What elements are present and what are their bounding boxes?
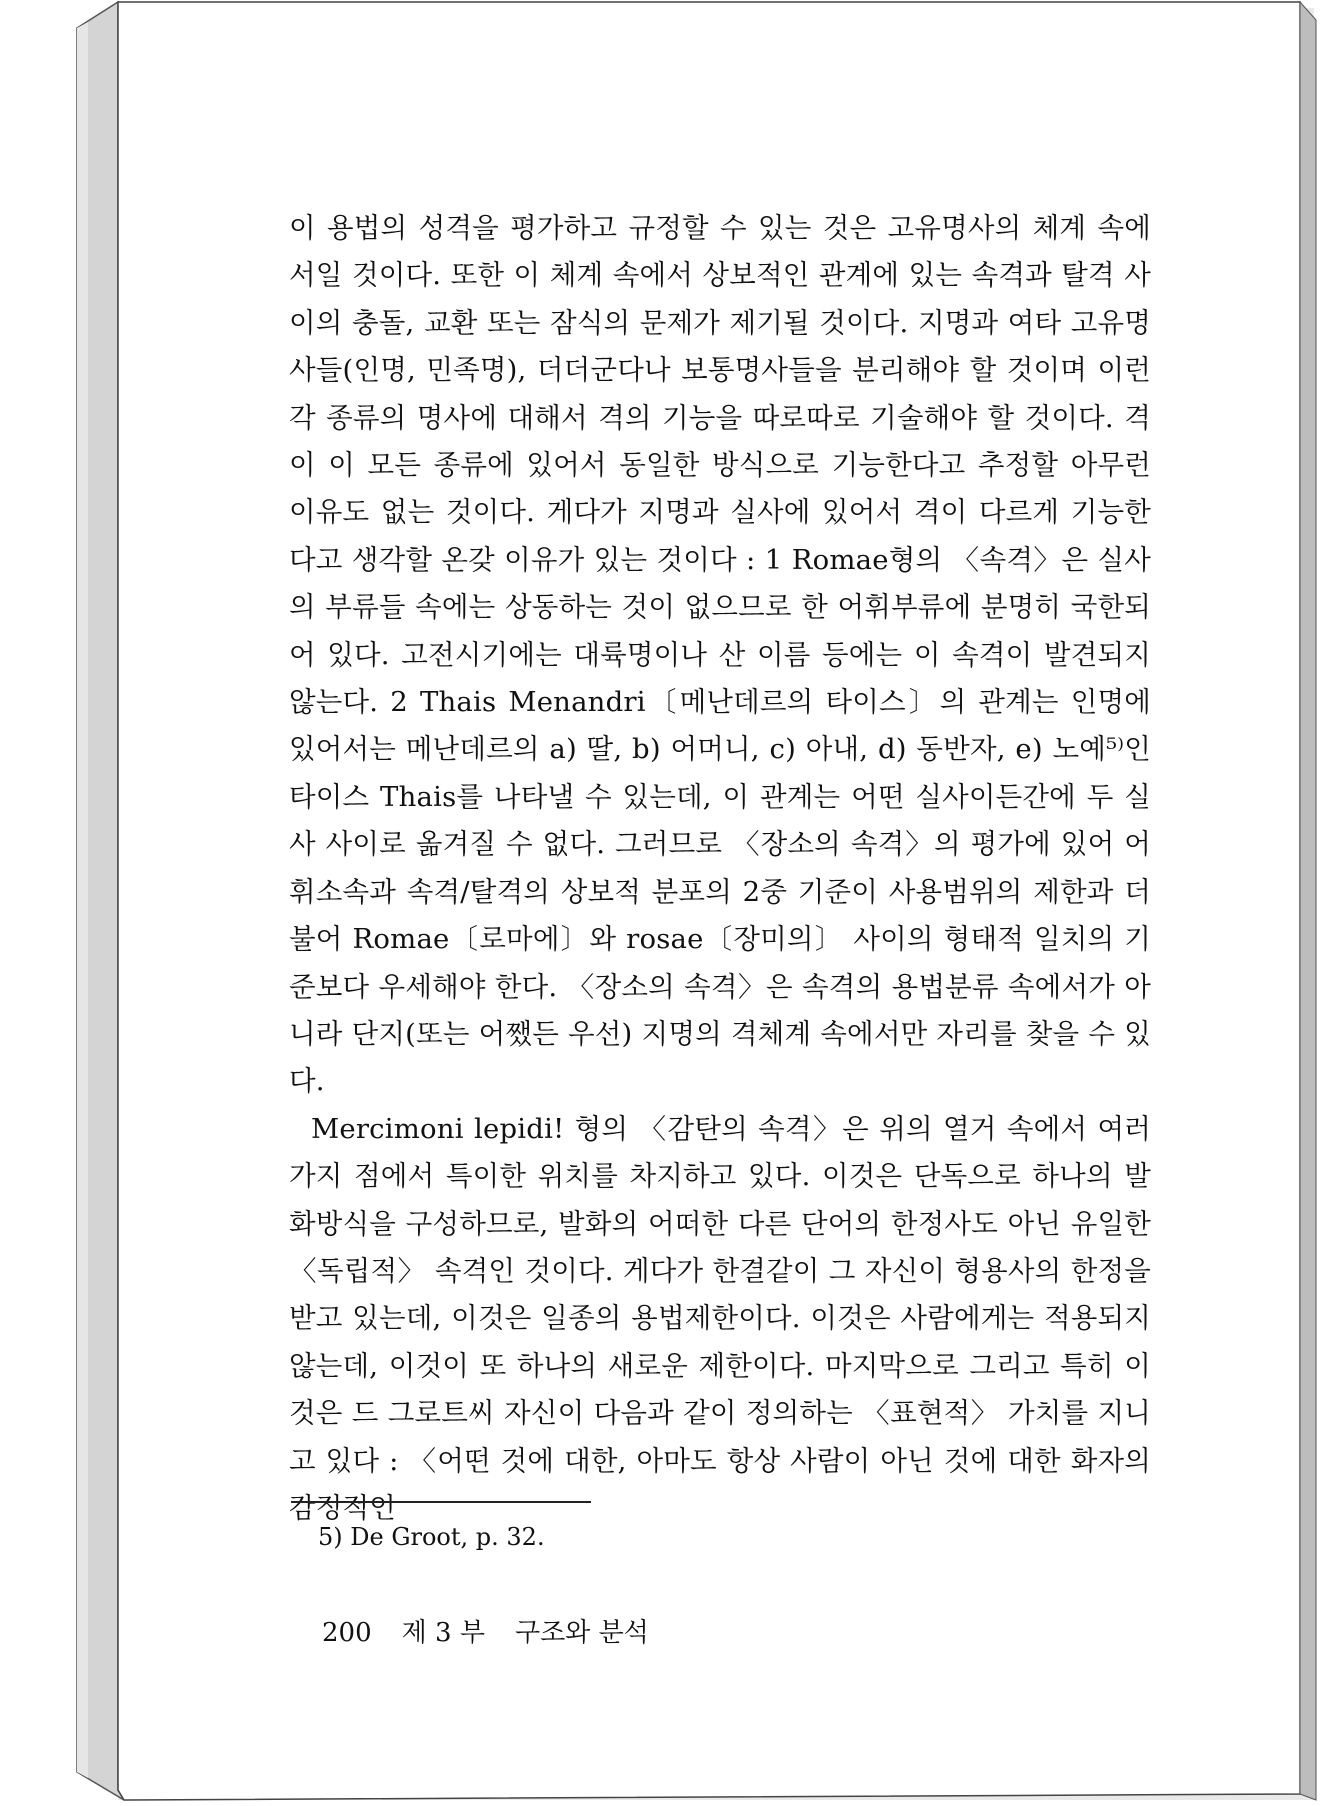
paragraph: Mercimoni lepidi! 형의 〈감탄의 속격〉은 위의 열거 속에서 여러 가지 점에서 특이한 위치를 차지하고 있다. 이것은 단독으로 하나의 발화방식을 구성하므로, 발화의 어떠한 다른 단어의 한정사도 아닌 유일한 〈독립적〉 속격인 것이다. 게다가 한결같이 그 자신이 형용사의 한정을 받고 있는데, 이것은 일종의 용법제한이다. 이것은 사람에게는 적용되지 않는데, 이것이 또 하나의 새로운 제한이다. 마지막으로 그리고 특히 이것은 드 그로트씨 자신이 다음과 같이 정의하는 〈표현적〉 가치를 지니고 있다 : 〈어떤 것에 대한, 아마도 항상 사람이 아닌 것에 대한 화자의 감정적인: [289, 1112, 1151, 1524]
body-text: [289, 205, 1151, 1532]
page-number: 200: [322, 1618, 372, 1648]
part-label: 제 3 부: [401, 1618, 485, 1648]
paragraph: 이 용법의 성격을 평가하고 규정할 수 있는 것은 고유명사의 체계 속에서일 것이다. 또한 이 체계 속에서 상보적인 관계에 있는 속격과 탈격 사이의 충돌, 교환 또는 잠식의 문제가 제기될 것이다. 지명과 여타 고유명사들(인명, 민족명), 더더군다나 보통명사들을 분리해야 할 것이며 이런 각 종류의 명사에 대해서 격의 기능을 따로따로 기술해야 할 것이다. 격이 이 모든 종류에 있어서 동일한 방식으로 기능한다고 추정할 아무런 이유도 없는 것이다. 게다가 지명과 실사에 있어서 격이 다르게 기능한다고 생각할 온갖 이유가 있는 것이다 : 1 Romae형의 〈속격〉은 실사의 부류들 속에는 상동하는 것이 없으므로 한 어휘부류에 분명히 국한되어 있다. 고전시기에는 대륙명이나 산 이름 등에는 이 속격이 발견되지 않는다. 2 Thais Menandri〔메난데르의 타이스〕의 관계는 인명에 있어서는 메난데르의 a) 딸, b) 어머니, c) 아내, d) 동반자, e) 노예⁵⁾인 타이스 Thais를 나타낼 수 있는데, 이 관계는 어떤 실사이든간에 두 실사 사이로 옮겨질 수 없다. 그러므로 〈장소의 속격〉의 평가에 있어 어휘소속과 속격/탈격의 상보적 분포의 2중 기준이 사용범위의 제한과 더불어 Romae〔로마에〕와 rosae〔장미의〕 사이의 형태적 일치의 기준보다 우세해야 한다. 〈장소의 속격〉은 속격의 용법분류 속에서가 아니라 단지(또는 어쨌든 우선) 지명의 격체계 속에서만 자리를 찾을 수 있다.: [289, 212, 1151, 1098]
footnote: 5) De Groot, p. 32.: [318, 1523, 545, 1551]
footnote-divider: [291, 1501, 591, 1503]
chapter-title: 구조와 분석: [514, 1618, 649, 1648]
running-footer: [322, 1617, 679, 1649]
